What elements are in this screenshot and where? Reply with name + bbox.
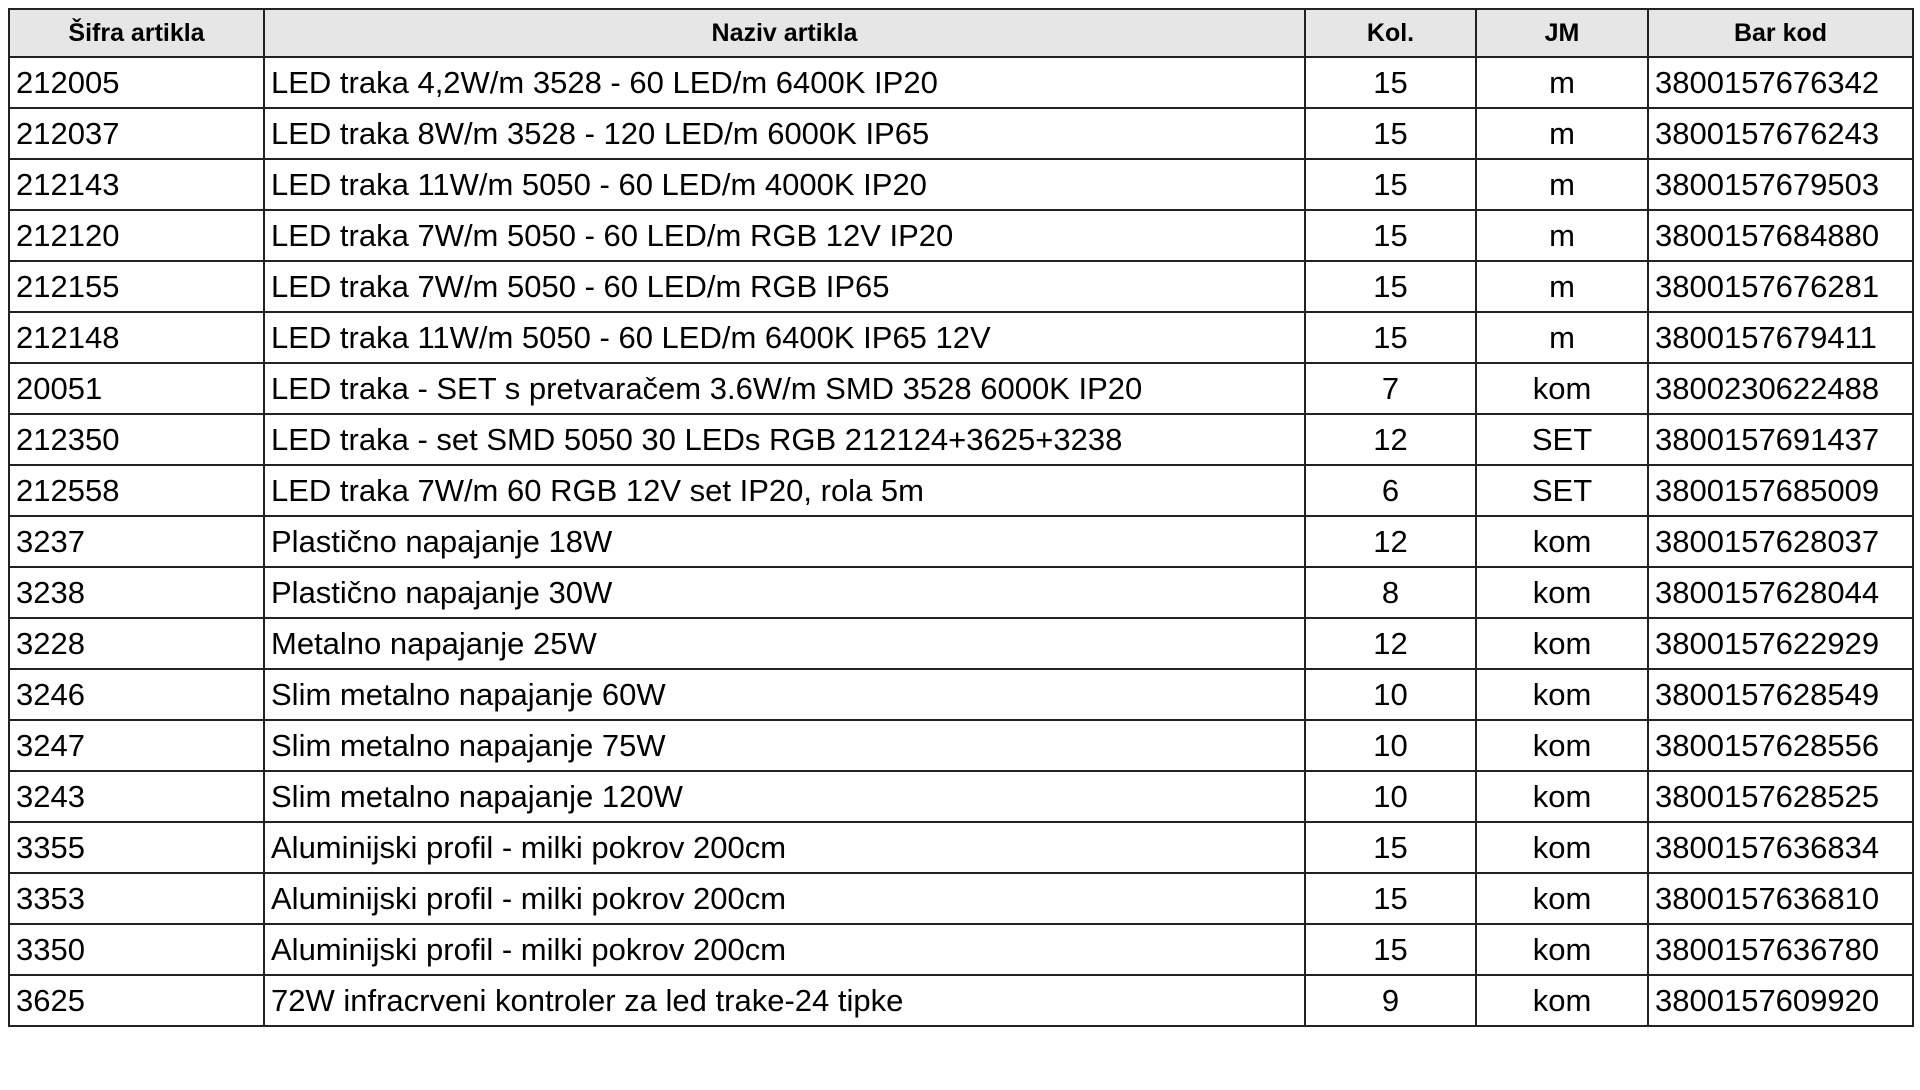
cell-kol: 10: [1305, 720, 1476, 771]
cell-sifra-artikla: 3625: [9, 975, 264, 1026]
cell-jm: kom: [1476, 720, 1648, 771]
cell-kol: 7: [1305, 363, 1476, 414]
cell-bar-kod: 3800157636810: [1648, 873, 1913, 924]
cell-bar-kod: 3800230622488: [1648, 363, 1913, 414]
cell-naziv-artikla: Plastično napajanje 18W: [264, 516, 1305, 567]
table-row: [9, 975, 1913, 1026]
table-header-row: [9, 9, 1913, 57]
cell-kol: 12: [1305, 516, 1476, 567]
cell-naziv-artikla: Aluminijski profil - milki pokrov 200cm: [264, 822, 1305, 873]
cell-kol: 15: [1305, 159, 1476, 210]
cell-bar-kod: 3800157622929: [1648, 618, 1913, 669]
header-bar-kod: Bar kod: [1648, 9, 1913, 57]
cell-kol: 15: [1305, 210, 1476, 261]
cell-kol: 8: [1305, 567, 1476, 618]
cell-sifra-artikla: 3353: [9, 873, 264, 924]
cell-naziv-artikla: Aluminijski profil - milki pokrov 200cm: [264, 924, 1305, 975]
cell-bar-kod: 3800157636780: [1648, 924, 1913, 975]
cell-bar-kod: 3800157628556: [1648, 720, 1913, 771]
table-row: [9, 363, 1913, 414]
cell-jm: kom: [1476, 771, 1648, 822]
cell-bar-kod: 3800157628549: [1648, 669, 1913, 720]
cell-sifra-artikla: 3237: [9, 516, 264, 567]
cell-kol: 6: [1305, 465, 1476, 516]
table-row: [9, 159, 1913, 210]
table-row: [9, 822, 1913, 873]
table-row: [9, 312, 1913, 363]
cell-kol: 9: [1305, 975, 1476, 1026]
cell-jm: m: [1476, 312, 1648, 363]
table-row: [9, 516, 1913, 567]
cell-bar-kod: 3800157684880: [1648, 210, 1913, 261]
cell-jm: kom: [1476, 669, 1648, 720]
cell-sifra-artikla: 212143: [9, 159, 264, 210]
cell-kol: 10: [1305, 771, 1476, 822]
cell-bar-kod: 3800157628525: [1648, 771, 1913, 822]
cell-jm: kom: [1476, 516, 1648, 567]
cell-kol: 15: [1305, 261, 1476, 312]
cell-kol: 15: [1305, 312, 1476, 363]
cell-bar-kod: 3800157628044: [1648, 567, 1913, 618]
table-row: [9, 669, 1913, 720]
cell-naziv-artikla: Aluminijski profil - milki pokrov 200cm: [264, 873, 1305, 924]
header-sifra-artikla: Šifra artikla: [9, 9, 264, 57]
cell-jm: kom: [1476, 873, 1648, 924]
table-row: [9, 465, 1913, 516]
cell-jm: m: [1476, 210, 1648, 261]
cell-naziv-artikla: LED traka 11W/m 5050 - 60 LED/m 6400K IP65 12V: [264, 312, 1305, 363]
cell-kol: 10: [1305, 669, 1476, 720]
cell-naziv-artikla: LED traka - set SMD 5050 30 LEDs RGB 212124+3625+3238: [264, 414, 1305, 465]
table-row: [9, 873, 1913, 924]
cell-kol: 15: [1305, 924, 1476, 975]
cell-kol: 12: [1305, 618, 1476, 669]
cell-naziv-artikla: Plastično napajanje 30W: [264, 567, 1305, 618]
cell-naziv-artikla: LED traka 7W/m 60 RGB 12V set IP20, rola 5m: [264, 465, 1305, 516]
table-row: [9, 720, 1913, 771]
cell-bar-kod: 3800157636834: [1648, 822, 1913, 873]
cell-bar-kod: 3800157679503: [1648, 159, 1913, 210]
cell-sifra-artikla: 212037: [9, 108, 264, 159]
cell-bar-kod: 3800157676243: [1648, 108, 1913, 159]
cell-sifra-artikla: 212005: [9, 57, 264, 108]
table-row: [9, 771, 1913, 822]
cell-bar-kod: 3800157676342: [1648, 57, 1913, 108]
cell-sifra-artikla: 3228: [9, 618, 264, 669]
cell-bar-kod: 3800157679411: [1648, 312, 1913, 363]
table-body: [9, 57, 1913, 1026]
cell-jm: kom: [1476, 618, 1648, 669]
cell-naziv-artikla: 72W infracrveni kontroler za led trake-24 tipke: [264, 975, 1305, 1026]
cell-naziv-artikla: Slim metalno napajanje 60W: [264, 669, 1305, 720]
table-row: [9, 924, 1913, 975]
cell-kol: 12: [1305, 414, 1476, 465]
table-row: [9, 618, 1913, 669]
cell-jm: kom: [1476, 975, 1648, 1026]
cell-sifra-artikla: 212120: [9, 210, 264, 261]
cell-sifra-artikla: 20051: [9, 363, 264, 414]
cell-jm: m: [1476, 108, 1648, 159]
cell-sifra-artikla: 3243: [9, 771, 264, 822]
cell-kol: 15: [1305, 57, 1476, 108]
cell-naziv-artikla: LED traka 7W/m 5050 - 60 LED/m RGB 12V IP20: [264, 210, 1305, 261]
cell-bar-kod: 3800157676281: [1648, 261, 1913, 312]
cell-naziv-artikla: LED traka 4,2W/m 3528 - 60 LED/m 6400K IP20: [264, 57, 1305, 108]
cell-sifra-artikla: 212148: [9, 312, 264, 363]
cell-jm: kom: [1476, 822, 1648, 873]
cell-sifra-artikla: 212350: [9, 414, 264, 465]
cell-naziv-artikla: LED traka 11W/m 5050 - 60 LED/m 4000K IP20: [264, 159, 1305, 210]
cell-kol: 15: [1305, 873, 1476, 924]
cell-sifra-artikla: 212155: [9, 261, 264, 312]
cell-kol: 15: [1305, 822, 1476, 873]
table-row: [9, 210, 1913, 261]
cell-jm: kom: [1476, 567, 1648, 618]
cell-jm: m: [1476, 57, 1648, 108]
cell-sifra-artikla: 3355: [9, 822, 264, 873]
cell-jm: m: [1476, 261, 1648, 312]
cell-jm: kom: [1476, 363, 1648, 414]
cell-jm: m: [1476, 159, 1648, 210]
cell-jm: SET: [1476, 465, 1648, 516]
cell-sifra-artikla: 3247: [9, 720, 264, 771]
cell-sifra-artikla: 3238: [9, 567, 264, 618]
cell-naziv-artikla: LED traka 8W/m 3528 - 120 LED/m 6000K IP65: [264, 108, 1305, 159]
cell-bar-kod: 3800157609920: [1648, 975, 1913, 1026]
cell-bar-kod: 3800157685009: [1648, 465, 1913, 516]
header-jm: JM: [1476, 9, 1648, 57]
cell-kol: 15: [1305, 108, 1476, 159]
table-row: [9, 261, 1913, 312]
cell-sifra-artikla: 3350: [9, 924, 264, 975]
cell-naziv-artikla: Slim metalno napajanje 75W: [264, 720, 1305, 771]
cell-jm: SET: [1476, 414, 1648, 465]
article-table: [8, 8, 1914, 1027]
table-row: [9, 414, 1913, 465]
table-row: [9, 108, 1913, 159]
cell-jm: kom: [1476, 924, 1648, 975]
cell-naziv-artikla: LED traka 7W/m 5050 - 60 LED/m RGB IP65: [264, 261, 1305, 312]
cell-bar-kod: 3800157628037: [1648, 516, 1913, 567]
cell-sifra-artikla: 3246: [9, 669, 264, 720]
cell-naziv-artikla: LED traka - SET s pretvaračem 3.6W/m SMD 3528 6000K IP20: [264, 363, 1305, 414]
header-kol: Kol.: [1305, 9, 1476, 57]
header-naziv-artikla: Naziv artikla: [264, 9, 1305, 57]
cell-naziv-artikla: Metalno napajanje 25W: [264, 618, 1305, 669]
table-row: [9, 57, 1913, 108]
cell-bar-kod: 3800157691437: [1648, 414, 1913, 465]
cell-sifra-artikla: 212558: [9, 465, 264, 516]
table-row: [9, 567, 1913, 618]
cell-naziv-artikla: Slim metalno napajanje 120W: [264, 771, 1305, 822]
